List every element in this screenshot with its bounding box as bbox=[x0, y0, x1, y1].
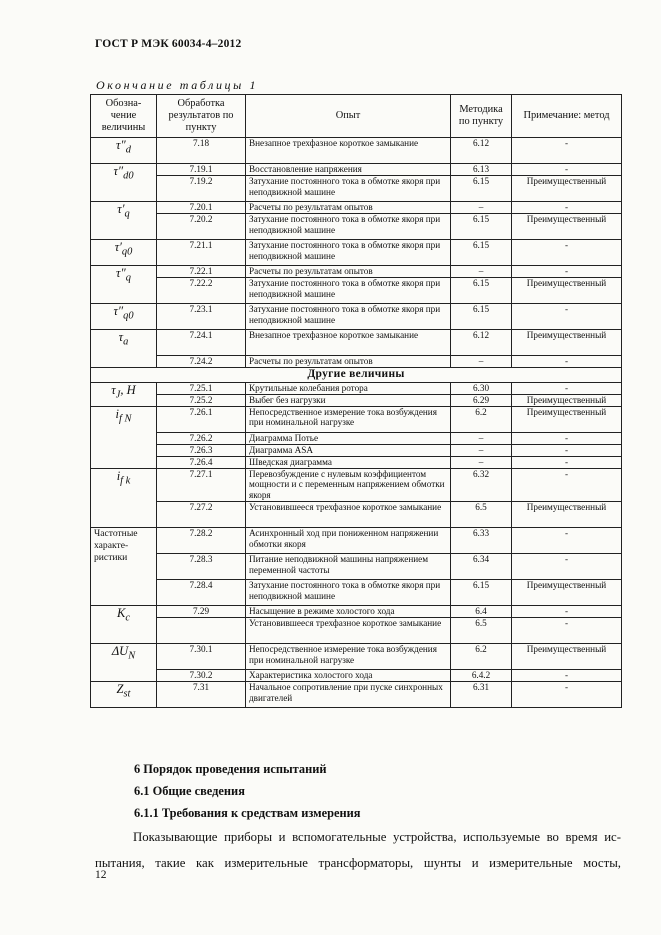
point-cell: 7.31 bbox=[157, 682, 246, 708]
table-row bbox=[91, 456, 622, 468]
method-cell: 6.15 bbox=[451, 278, 512, 304]
point-cell: 7.20.1 bbox=[157, 202, 246, 214]
method-cell: 6.32 bbox=[451, 468, 512, 502]
header-processing: Обработка результатов по пункту bbox=[157, 95, 246, 138]
point-cell: 7.22.1 bbox=[157, 266, 246, 278]
body-paragraph bbox=[95, 824, 621, 876]
table-row bbox=[91, 164, 622, 176]
symbol-cell: $\tau_a$ bbox=[91, 330, 157, 368]
point-cell: 7.30.1 bbox=[157, 644, 246, 670]
note-cell: - bbox=[512, 606, 622, 618]
note-cell: - bbox=[512, 456, 622, 468]
subsection-title: 6.1 Общие сведения bbox=[134, 784, 245, 798]
table-body bbox=[91, 138, 622, 708]
test-cell: Затухание постоянного тока в обмотке якоря при неподвижной машине bbox=[246, 580, 451, 606]
point-cell bbox=[157, 618, 246, 644]
point-cell: 7.26.4 bbox=[157, 456, 246, 468]
method-cell: 6.30 bbox=[451, 382, 512, 394]
note-cell: Преимущественный bbox=[512, 278, 622, 304]
header-method: Методика по пункту bbox=[451, 95, 512, 138]
note-cell: - bbox=[512, 618, 622, 644]
method-cell: 6.15 bbox=[451, 240, 512, 266]
note-cell: - bbox=[512, 554, 622, 580]
table-row bbox=[91, 382, 622, 394]
table-row bbox=[91, 432, 622, 444]
test-cell: Характеристика холостого хода bbox=[246, 670, 451, 682]
table-row bbox=[91, 304, 622, 330]
table-row bbox=[91, 356, 622, 368]
method-cell: – bbox=[451, 444, 512, 456]
method-cell: – bbox=[451, 456, 512, 468]
note-cell: Преимущественный bbox=[512, 214, 622, 240]
point-cell: 7.26.2 bbox=[157, 432, 246, 444]
table-row bbox=[91, 176, 622, 202]
table-row bbox=[91, 682, 622, 708]
table-row bbox=[91, 670, 622, 682]
test-cell: Расчеты по результатам опытов bbox=[246, 356, 451, 368]
note-cell: - bbox=[512, 682, 622, 708]
note-cell: - bbox=[512, 468, 622, 502]
subsubsection-title: 6.1.1 Требования к средствам измерения bbox=[134, 806, 361, 820]
test-cell: Затухание постоянного тока в обмотке якоря при неподвижной машине bbox=[246, 278, 451, 304]
method-cell: 6.4.2 bbox=[451, 670, 512, 682]
point-cell: 7.26.3 bbox=[157, 444, 246, 456]
point-cell: 7.30.2 bbox=[157, 670, 246, 682]
method-cell: 6.15 bbox=[451, 580, 512, 606]
point-cell: 7.27.1 bbox=[157, 468, 246, 502]
table-row bbox=[91, 606, 622, 618]
method-cell: 6.33 bbox=[451, 528, 512, 554]
table-row bbox=[91, 394, 622, 406]
point-cell: 7.23.1 bbox=[157, 304, 246, 330]
symbol-cell: $K_c$ bbox=[91, 606, 157, 644]
test-cell: Начальное сопротивление при пуске синхронных двигателей bbox=[246, 682, 451, 708]
note-cell: - bbox=[512, 432, 622, 444]
point-cell: 7.27.2 bbox=[157, 502, 246, 528]
method-cell: – bbox=[451, 266, 512, 278]
method-cell: 6.12 bbox=[451, 138, 512, 164]
symbol-cell: $i_{f N}$ bbox=[91, 406, 157, 468]
note-cell: Преимущественный bbox=[512, 502, 622, 528]
table-row bbox=[91, 214, 622, 240]
symbol-cell: $\tau_J$, H bbox=[91, 382, 157, 406]
header-test: Опыт bbox=[246, 95, 451, 138]
table-row bbox=[91, 202, 622, 214]
test-cell: Затухание постоянного тока в обмотке якоря при неподвижной машине bbox=[246, 304, 451, 330]
method-cell: 6.31 bbox=[451, 682, 512, 708]
section-title: 6 Порядок проведения испытаний bbox=[134, 762, 327, 776]
test-cell: Расчеты по результатам опытов bbox=[246, 266, 451, 278]
method-cell: – bbox=[451, 356, 512, 368]
table-row bbox=[91, 502, 622, 528]
test-cell: Насыщение в режиме холостого хода bbox=[246, 606, 451, 618]
note-cell: - bbox=[512, 670, 622, 682]
method-cell: – bbox=[451, 432, 512, 444]
method-cell: 6.5 bbox=[451, 618, 512, 644]
table-row bbox=[91, 138, 622, 164]
note-cell: - bbox=[512, 304, 622, 330]
symbol-cell: $i_{f k}$ bbox=[91, 468, 157, 528]
method-cell: 6.34 bbox=[451, 554, 512, 580]
method-cell: 6.5 bbox=[451, 502, 512, 528]
header-symbol: Обозна-чение величины bbox=[91, 95, 157, 138]
note-cell: - bbox=[512, 528, 622, 554]
test-cell: Диаграмма Потье bbox=[246, 432, 451, 444]
test-cell: Крутильные колебания ротора bbox=[246, 382, 451, 394]
test-cell: Диаграмма ASA bbox=[246, 444, 451, 456]
test-cell: Затухание постоянного тока в обмотке якоря при неподвижной машине bbox=[246, 214, 451, 240]
method-cell: 6.29 bbox=[451, 394, 512, 406]
point-cell: 7.19.1 bbox=[157, 164, 246, 176]
point-cell: 7.29 bbox=[157, 606, 246, 618]
symbol-cell: $\tau''_d$ bbox=[91, 138, 157, 164]
note-cell: - bbox=[512, 382, 622, 394]
test-cell: Шведская диаграмма bbox=[246, 456, 451, 468]
note-cell: Преимущественный bbox=[512, 580, 622, 606]
method-cell: 6.2 bbox=[451, 406, 512, 432]
method-cell: 6.15 bbox=[451, 176, 512, 202]
point-cell: 7.24.2 bbox=[157, 356, 246, 368]
note-cell: Преимущественный bbox=[512, 406, 622, 432]
symbol-cell: $\tau'_q$ bbox=[91, 202, 157, 240]
point-cell: 7.20.2 bbox=[157, 214, 246, 240]
method-cell: 6.12 bbox=[451, 330, 512, 356]
method-cell: 6.2 bbox=[451, 644, 512, 670]
point-cell: 7.28.2 bbox=[157, 528, 246, 554]
method-cell: 6.15 bbox=[451, 214, 512, 240]
point-cell: 7.28.3 bbox=[157, 554, 246, 580]
test-cell: Расчеты по результатам опытов bbox=[246, 202, 451, 214]
point-cell: 7.18 bbox=[157, 138, 246, 164]
test-cell: Внезапное трехфазное короткое замыкание bbox=[246, 330, 451, 356]
symbol-cell: $\tau''_{q0}$ bbox=[91, 304, 157, 330]
note-cell: - bbox=[512, 240, 622, 266]
document-header: ГОСТ Р МЭК 60034-4–2012 bbox=[95, 38, 242, 50]
note-cell: - bbox=[512, 266, 622, 278]
symbol-cell: $Z_{st}$ bbox=[91, 682, 157, 708]
note-cell: Преимущественный bbox=[512, 176, 622, 202]
point-cell: 7.25.1 bbox=[157, 382, 246, 394]
symbol-cell: $\tau''_q$ bbox=[91, 266, 157, 304]
note-cell: Преимущественный bbox=[512, 330, 622, 356]
note-cell: - bbox=[512, 138, 622, 164]
table-row bbox=[91, 468, 622, 502]
paragraph-line: пытания, такие как измерительные трансформаторы, шунты и измерительные мосты, bbox=[95, 856, 621, 870]
test-cell: Затухание постоянного тока в обмотке якоря при неподвижной машине bbox=[246, 176, 451, 202]
note-cell: - bbox=[512, 444, 622, 456]
point-cell: 7.21.1 bbox=[157, 240, 246, 266]
symbol-cell: $\tau'_{q0}$ bbox=[91, 240, 157, 266]
test-cell: Асинхронный ход при пониженном напряжении обмотки якоря bbox=[246, 528, 451, 554]
method-cell: 6.15 bbox=[451, 304, 512, 330]
test-cell: Внезапное трехфазное короткое замыкание bbox=[246, 138, 451, 164]
symbol-cell: Частотные характе-ристики bbox=[91, 528, 157, 606]
test-cell: Непосредственное измерение тока возбуждения при номинальной нагрузке bbox=[246, 644, 451, 670]
table-caption: Окончание таблицы 1 bbox=[96, 78, 259, 92]
note-cell: - bbox=[512, 356, 622, 368]
test-cell: Перевозбуждение с нулевым коэффициентом мощности и с переменным напряжением обмотки якоря bbox=[246, 468, 451, 502]
method-cell: – bbox=[451, 202, 512, 214]
point-cell: 7.25.2 bbox=[157, 394, 246, 406]
symbol-cell: $\Delta U_N$ bbox=[91, 644, 157, 682]
table-row bbox=[91, 406, 622, 432]
table-row bbox=[91, 554, 622, 580]
table-row bbox=[91, 240, 622, 266]
point-cell: 7.22.2 bbox=[157, 278, 246, 304]
table-row bbox=[91, 618, 622, 644]
test-cell: Питание неподвижной машины напряжением переменной частоты bbox=[246, 554, 451, 580]
method-cell: 6.4 bbox=[451, 606, 512, 618]
table-row bbox=[91, 278, 622, 304]
note-cell: - bbox=[512, 202, 622, 214]
point-cell: 7.24.1 bbox=[157, 330, 246, 356]
table-row bbox=[91, 444, 622, 456]
symbol-cell: $\tau''_{d0}$ bbox=[91, 164, 157, 202]
paragraph-line: Показывающие приборы и вспомогательные устройства, используемые во время ис- bbox=[133, 830, 621, 844]
table-row bbox=[91, 580, 622, 606]
test-cell: Установившееся трехфазное короткое замыкание bbox=[246, 502, 451, 528]
page-number: 12 bbox=[95, 869, 107, 881]
table-row bbox=[91, 644, 622, 670]
method-cell: 6.13 bbox=[451, 164, 512, 176]
point-cell: 7.19.2 bbox=[157, 176, 246, 202]
table-row bbox=[91, 528, 622, 554]
point-cell: 7.26.1 bbox=[157, 406, 246, 432]
test-cell: Затухание постоянного тока в обмотке якоря при неподвижной машине bbox=[246, 240, 451, 266]
section-heading: Другие величины bbox=[91, 368, 622, 383]
test-cell: Восстановление напряжения bbox=[246, 164, 451, 176]
table-row bbox=[91, 330, 622, 356]
data-table bbox=[90, 94, 622, 708]
point-cell: 7.28.4 bbox=[157, 580, 246, 606]
test-cell: Установившееся трехфазное короткое замыкание bbox=[246, 618, 451, 644]
table-row bbox=[91, 266, 622, 278]
header-note: Примечание: метод bbox=[512, 95, 622, 138]
test-cell: Непосредственное измерение тока возбуждения при номинальной нагрузке bbox=[246, 406, 451, 432]
note-cell: - bbox=[512, 164, 622, 176]
note-cell: Преимущественный bbox=[512, 644, 622, 670]
table-header-row bbox=[91, 95, 622, 138]
note-cell: Преимущественный bbox=[512, 394, 622, 406]
table-section-row bbox=[91, 368, 622, 383]
test-cell: Выбег без нагрузки bbox=[246, 394, 451, 406]
